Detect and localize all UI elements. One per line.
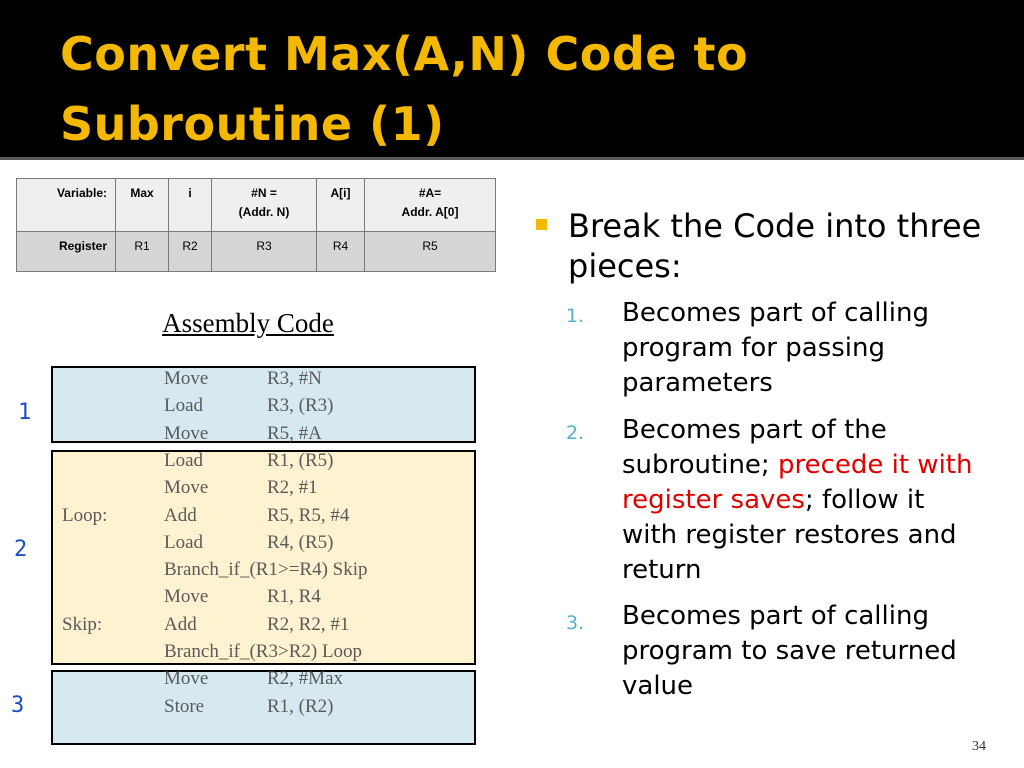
sub-bullet-text: Becomes part of calling program to save returned value [622, 601, 957, 701]
table-cell: R4 [317, 232, 365, 272]
code-line [0, 638, 480, 665]
code-operands: R2, R2, #1 [267, 613, 350, 635]
code-operands: R3, #N [267, 368, 322, 389]
code-operands: R5, R5, #4 [267, 504, 350, 526]
code-instruction: Branch_if_(R1>=R4) Skip [164, 559, 368, 581]
code-line [0, 474, 480, 501]
sub-bullet-text-part: Becomes part of the subroutine; [622, 415, 887, 480]
table-cell: #A= Addr. A[0] [365, 179, 496, 232]
code-instruction: Move [164, 368, 209, 389]
variable-register-table [16, 178, 496, 272]
code-operands: R4, (R5) [267, 531, 334, 553]
slide-title-line-1: Convert Max(A,N) Code to [60, 27, 749, 81]
code-operands: R2, #Max [267, 668, 343, 690]
page-number: 34 [972, 739, 986, 754]
title-bar [0, 0, 1024, 160]
table-cell: R5 [365, 232, 496, 272]
table-cell: R2 [169, 232, 212, 272]
code-line [0, 583, 480, 610]
code-line [0, 365, 480, 392]
code-instruction: Branch_if_(R3>R2) Loop [164, 641, 363, 662]
code-line [0, 502, 480, 529]
section-number-1: 1 [18, 400, 32, 425]
code-instruction: Store [164, 695, 205, 717]
assembly-code-caption: Assembly Code [162, 308, 334, 338]
sub-bullet-text: Becomes part of calling program for passing parameters [622, 298, 929, 398]
table-cell: Register [17, 232, 116, 272]
code-line [0, 392, 480, 419]
table-cell: Variable: [17, 179, 116, 232]
table-cell: A[i] [317, 179, 365, 232]
section-number-3: 3 [11, 693, 25, 718]
sub-bullet-number: 1. [566, 305, 585, 327]
sub-bullet-text-part: ; follow it with register restores and return [622, 485, 957, 585]
sub-bullet-text [622, 413, 982, 588]
slide-title-line-2: Subroutine (1) [60, 97, 445, 151]
sub-bullet-number: 3. [566, 612, 585, 634]
code-instruction: Move [164, 668, 209, 690]
table-row [17, 232, 496, 272]
code-label: Loop: [62, 504, 108, 526]
code-line [0, 556, 480, 583]
code-operands: R2, #1 [267, 477, 318, 499]
code-instruction: Add [164, 504, 197, 526]
section-number-2: 2 [14, 537, 28, 562]
code-instruction: Move [164, 422, 209, 444]
table-cell: i [169, 179, 212, 232]
table-cell: #N = (Addr. N) [212, 179, 317, 232]
code-operands: R5, #A [267, 422, 322, 444]
code-line [0, 529, 480, 556]
sub-bullet-number: 2. [566, 422, 585, 444]
table-header-row [17, 179, 496, 232]
code-operands: R1, (R2) [267, 695, 334, 717]
main-bullet-text: Break the Code into three pieces: [568, 207, 982, 285]
table-cell: Max [116, 179, 169, 232]
code-operands: R3, (R3) [267, 395, 334, 417]
code-line [0, 665, 480, 692]
code-instruction: Move [164, 477, 209, 499]
emphasis-text: precede it with register saves [622, 450, 973, 515]
table-cell: R3 [212, 232, 317, 272]
code-line [0, 611, 480, 638]
code-line [0, 447, 480, 474]
code-instruction: Load [164, 395, 204, 417]
code-operands: R1, R4 [267, 586, 321, 608]
table-cell: R1 [116, 232, 169, 272]
code-instruction: Add [164, 613, 197, 635]
code-line [0, 693, 480, 720]
code-label: Skip: [62, 613, 103, 635]
square-bullet-icon [536, 219, 547, 230]
code-line [0, 420, 480, 447]
code-instruction: Move [164, 586, 209, 608]
code-operands: R1, (R5) [267, 449, 334, 471]
code-instruction: Load [164, 531, 204, 553]
code-instruction: Load [164, 449, 204, 471]
